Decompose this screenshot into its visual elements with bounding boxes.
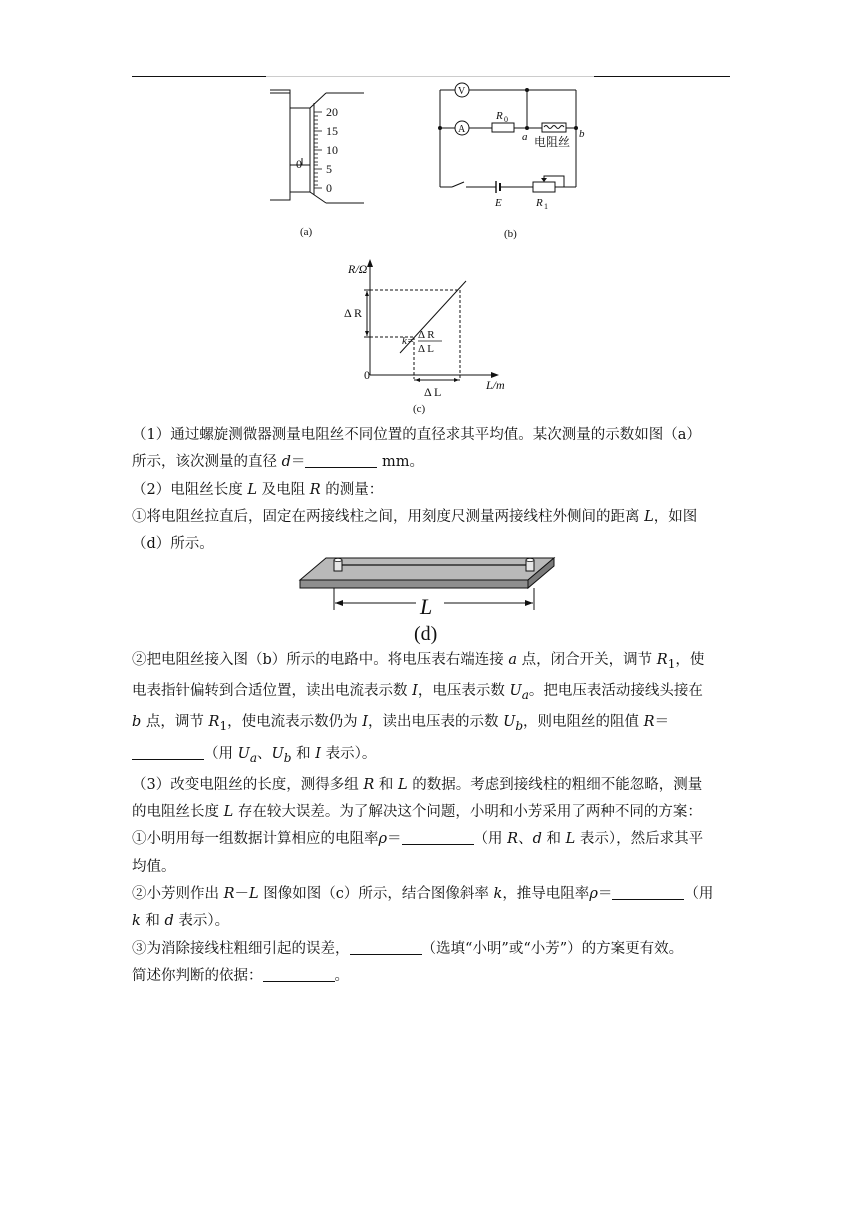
- text-span: 及电阻: [256, 481, 310, 498]
- text-line: [132, 881, 732, 908]
- text-span: （2）电阻丝长度: [132, 481, 248, 498]
- figure-d-wire-board: [296, 552, 566, 652]
- text-span: U: [271, 745, 284, 762]
- ammeter-symbol: A: [458, 124, 466, 135]
- text-span: （用: [684, 885, 714, 902]
- text-span: b: [132, 714, 142, 731]
- text-line: [132, 741, 732, 772]
- text-span: ①小明用每一组数据计算相应的电阻率: [132, 831, 379, 848]
- text-span: R: [507, 831, 519, 848]
- figure-d-caption: (d): [414, 623, 438, 645]
- answer-blank: [263, 967, 335, 982]
- text-span: U: [237, 745, 250, 762]
- text-span: 电表指针偏转到合适位置，读出电流表示数: [132, 683, 413, 700]
- text-line: [132, 908, 732, 935]
- text-span: 均值。: [132, 858, 176, 875]
- text-span: R: [363, 776, 375, 793]
- origin-label: 0: [364, 368, 370, 382]
- text-span: 表示）。: [173, 913, 230, 930]
- y-axis-label: R/Ω: [348, 262, 368, 276]
- length-label: L: [420, 594, 433, 619]
- text-span: ＝: [290, 454, 306, 471]
- figure-a-caption: (a): [300, 226, 313, 238]
- question-text-part1: [132, 422, 732, 558]
- slope-k-label: k=: [402, 335, 415, 347]
- text-span: 的测量：: [320, 481, 384, 498]
- text-span: ，则电阻丝的阻值: [523, 714, 644, 731]
- text-span: 简述你判断的依据：: [132, 967, 263, 984]
- rheostat-label: R: [536, 197, 543, 209]
- text-span: R: [223, 885, 235, 902]
- scale-label: 20: [326, 105, 338, 119]
- answer-blank: [402, 830, 474, 845]
- scale-label: 5: [326, 162, 332, 176]
- text-span: 、: [257, 745, 272, 762]
- text-span: ，如图: [653, 508, 698, 525]
- text-span: 存在较大误差。为了解决这个问题，小明和小芳采用了两种不同的方案：: [233, 804, 702, 821]
- text-span: 图像如图（c）所示，结合图像斜率: [258, 885, 494, 902]
- slope-numerator: Δ R: [418, 329, 435, 341]
- text-span: ρ: [589, 885, 598, 902]
- text-span: L: [644, 508, 654, 525]
- figure-c-caption: (c): [413, 403, 426, 415]
- text-line: [132, 647, 732, 678]
- r0-label: R: [496, 110, 503, 122]
- subscript-text: b: [283, 750, 292, 765]
- text-span: （选填“小明”或“小芳”）的方案更有效。: [421, 940, 684, 957]
- r0-subscript: 0: [504, 115, 508, 124]
- text-span: U: [509, 683, 522, 700]
- rheostat-subscript: 1: [544, 202, 548, 211]
- text-span: I: [315, 745, 321, 762]
- header-rule-left: [132, 76, 266, 77]
- text-line: [132, 477, 732, 504]
- text-span: 、: [518, 831, 533, 848]
- figure-a-micrometer: [262, 85, 372, 245]
- text-line: [132, 854, 732, 881]
- answer-blank: [305, 453, 377, 468]
- text-span: k: [493, 885, 503, 902]
- text-span: （3）改变电阻丝的长度，测得多组: [132, 776, 364, 793]
- main-scale-zero: 0: [296, 157, 302, 171]
- text-span: ρ: [378, 831, 388, 848]
- text-span: ，使: [675, 652, 705, 668]
- text-span: R: [309, 481, 321, 498]
- text-line: [132, 826, 732, 853]
- header-rule-right: [594, 76, 730, 77]
- text-span: ＝: [597, 885, 613, 902]
- text-span: －: [234, 885, 250, 902]
- text-span: 表示）。: [320, 745, 377, 762]
- text-line: [132, 504, 732, 531]
- slope-denominator: Δ L: [418, 343, 434, 355]
- text-line: [132, 963, 732, 990]
- text-line: [132, 449, 732, 476]
- text-line: [132, 799, 732, 826]
- text-span: 的数据。考虑到接线柱的粗细不能忽略，测量: [407, 776, 703, 793]
- text-span: ②小芳则作出: [132, 885, 224, 902]
- text-span: （用: [473, 831, 508, 848]
- delta-r-label: Δ R: [344, 306, 363, 320]
- text-span: L: [397, 776, 408, 793]
- header-rule-middle: [266, 76, 594, 77]
- text-span: ①将电阻丝拉直后，固定在两接线柱之间，用刻度尺测量两接线柱外侧间的距离: [132, 508, 645, 525]
- text-span: 和: [140, 913, 165, 930]
- text-span: mm。: [377, 454, 425, 471]
- text-span: d: [164, 913, 174, 930]
- subscript-text: b: [515, 719, 524, 734]
- node-b-label: b: [579, 128, 585, 140]
- figure-b-caption: (b): [504, 228, 517, 240]
- text-line: [132, 709, 732, 740]
- text-span: U: [503, 714, 516, 731]
- delta-l-label: Δ L: [424, 385, 442, 399]
- text-span: （用: [204, 745, 238, 762]
- text-span: L: [223, 804, 234, 821]
- text-span: R: [208, 714, 220, 731]
- node-a-label: a: [522, 131, 528, 143]
- text-span: 所示，该次测量的直径: [132, 454, 282, 471]
- resistance-wire-label: 电阻丝: [534, 135, 571, 149]
- text-span: 点，闭合开关，调节: [517, 652, 657, 668]
- text-span: ③为消除接线柱粗细引起的误差，: [132, 940, 350, 957]
- scale-label: 0: [326, 181, 332, 195]
- x-axis-label: L/m: [486, 378, 505, 392]
- text-span: k: [132, 913, 141, 930]
- scale-label: 15: [326, 124, 338, 138]
- subscript-text: a: [521, 688, 529, 703]
- text-span: 。把电压表活动接线头接在: [528, 683, 703, 700]
- text-span: （d）所示。: [132, 536, 214, 553]
- text-span: L: [247, 481, 257, 498]
- text-span: 和: [291, 745, 316, 762]
- figure-c-graph: [340, 255, 530, 420]
- text-span: L: [249, 885, 259, 902]
- text-span: ②把电阻丝接入图（b）所示的电路中。将电压表右端连接: [132, 652, 509, 668]
- text-span: R: [656, 652, 668, 668]
- text-span: a: [508, 652, 518, 668]
- text-span: ＝: [387, 831, 402, 848]
- text-span: L: [565, 831, 576, 848]
- text-span: 和: [374, 776, 398, 793]
- text-span: I: [412, 683, 418, 700]
- battery-label: E: [495, 197, 502, 209]
- text-span: 和: [541, 831, 566, 848]
- text-span: ，使电流表示数仍为: [227, 714, 363, 731]
- text-span: ，读出电压表的示数: [367, 714, 504, 731]
- text-span: d: [532, 831, 542, 848]
- text-span: 。: [334, 967, 349, 984]
- answer-blank: [612, 885, 684, 900]
- text-span: ，推导电阻率: [502, 885, 590, 902]
- text-span: R: [643, 714, 655, 731]
- subscript-text: 1: [219, 719, 228, 734]
- question-text-part2: [132, 647, 732, 990]
- answer-blank: [350, 940, 422, 955]
- answer-blank: [132, 745, 204, 760]
- text-span: I: [362, 714, 368, 731]
- figure-b-circuit: [430, 82, 600, 244]
- scale-label: 10: [326, 143, 338, 157]
- subscript-text: 1: [667, 656, 676, 671]
- text-span: 表示），然后求其平: [575, 831, 704, 848]
- text-span: ＝: [654, 714, 670, 731]
- text-span: （1）通过螺旋测微器测量电阻丝不同位置的直径求其平均值。某次测量的示数如图（a）: [132, 427, 701, 443]
- text-span: 的电阻丝长度: [132, 804, 224, 821]
- text-span: ，电压表示数: [417, 683, 510, 700]
- voltmeter-symbol: V: [458, 86, 466, 97]
- text-span: d: [281, 454, 291, 471]
- text-line: [132, 936, 732, 963]
- text-line: [132, 772, 732, 799]
- text-span: 点，调节: [141, 714, 209, 731]
- text-line: [132, 422, 732, 449]
- text-line: [132, 678, 732, 709]
- subscript-text: a: [249, 750, 258, 765]
